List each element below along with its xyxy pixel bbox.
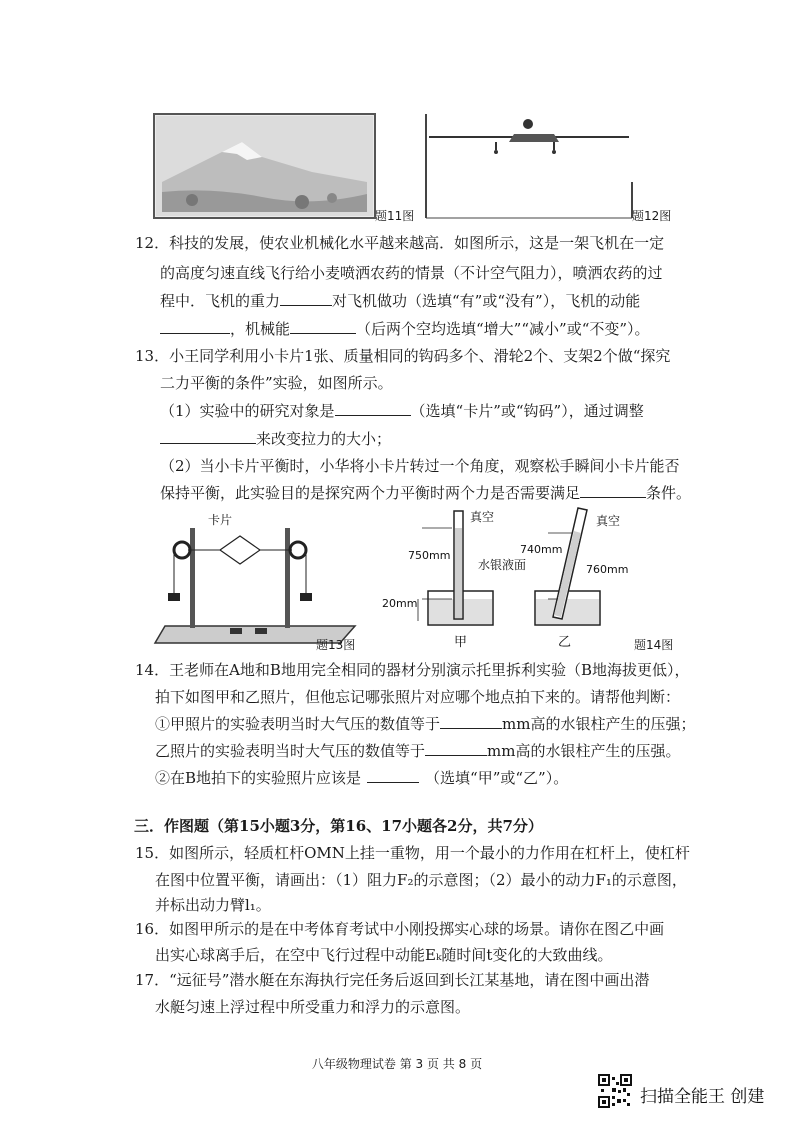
figure-14-torricelli-experiment — [382, 503, 640, 650]
figure-12-plane-drawing — [424, 112, 634, 220]
q17-line-1: 17．“远征号”潜水艇在东海执行完任务后返回到长江某基地，请在图中画出潜 — [135, 971, 650, 989]
q14-line-2: 拍下如图甲和乙照片，但他忘记哪张照片对应哪个地点拍下来的。请帮他判断： — [155, 688, 681, 706]
q14-blank-yi-height[interactable] — [425, 737, 487, 756]
q13-line-6-b: 条件。 — [646, 484, 692, 502]
section-3-heading: 三．作图题（第15小题3分，第16、17小题各2分，共7分） — [134, 817, 543, 835]
figure-12-caption: 题12图 — [632, 209, 672, 223]
q12-blank-mechanical-energy[interactable] — [290, 315, 356, 334]
q15-line-3: 并标出动力臂l₁。 — [155, 896, 271, 914]
q17-line-2: 水艇匀速上浮过程中所受重力和浮力的示意图。 — [155, 998, 471, 1016]
q12-line-4 — [160, 314, 650, 344]
figure-14-h750: 750mm — [408, 549, 451, 562]
q14-line-5 — [155, 763, 568, 793]
figure-14-caption: 题14图 — [634, 638, 674, 652]
figure-14-label-jia: 甲 — [454, 635, 468, 650]
figure-14-vacuum-b: 真空 — [596, 514, 621, 528]
q12-line-3-a: 程中．飞机的重力 — [160, 292, 281, 310]
q13-line-6-a: 保持平衡，此实验目的是探究两个力平衡时两个力是否需要满足 — [160, 484, 581, 502]
q14-line-5-a: ②在B地拍下的实验照片应该是 — [155, 769, 362, 787]
figure-11-caption: 题11图 — [375, 209, 415, 223]
figure-14-mercury-surface: 水银液面 — [478, 558, 527, 572]
figure-13-balance-apparatus — [150, 508, 375, 648]
q13-line-1: 13．小王同学利用小卡片1张、质量相同的钩码多个、滑轮2个、支架2个做“探究 — [135, 347, 671, 365]
figure-13-caption: 题13图 — [316, 638, 356, 652]
q16-line-2: 出实心球离手后，在空中飞行过程中动能Eₖ随时间t变化的大致曲线。 — [155, 946, 613, 964]
q12-line-3 — [160, 286, 640, 316]
q13-line-4-text: 来改变拉力的大小； — [256, 430, 392, 448]
q14-line-4 — [155, 736, 680, 766]
q13-line-3 — [160, 396, 644, 426]
q13-blank-research-object[interactable] — [335, 397, 411, 416]
q15-line-2: 在图中位置平衡，请画出：（1）阻力F₂的示意图；（2）最小的动力F₁的示意图， — [155, 871, 687, 889]
q13-blank-condition[interactable] — [580, 479, 646, 498]
q14-line-4-b: mm高的水银柱产生的压强。 — [487, 742, 681, 760]
q14-line-5-b: （选填“甲”或“乙”）。 — [425, 769, 569, 787]
page-footer: 八年级物理试卷 第 3 页 共 8 页 — [311, 1057, 483, 1071]
q12-line-2: 的高度匀速直线飞行给小麦喷洒农药的情景（不计空气阻力），喷洒农药的过 — [160, 264, 663, 282]
q13-blank-adjust[interactable] — [160, 425, 256, 444]
qr-code-icon — [598, 1074, 632, 1108]
q14-line-3-b: mm高的水银柱产生的压强； — [502, 715, 696, 733]
q14-line-1: 14．王老师在A地和B地用完全相同的器材分别演示托里拆利实验（B地海拔更低）， — [135, 661, 690, 679]
q14-line-3 — [155, 709, 695, 739]
q13-line-5: （2）当小卡片平衡时，小华将小卡片转过一个角度，观察松手瞬间小卡片能否 — [160, 457, 680, 475]
q13-line-4 — [160, 424, 391, 454]
figure-14-label-yi: 乙 — [558, 635, 572, 650]
q12-line-4-b: （后两个空均选填“增大”“减小”或“不变”）。 — [356, 320, 650, 338]
q12-line-1: 12．科技的发展，使农业机械化水平越来越高．如图所示，这是一架飞机在一定 — [135, 234, 665, 252]
figure-13-card-label: 卡片 — [208, 513, 233, 527]
figure-11-mountain-photo — [152, 112, 377, 220]
q14-blank-photo-b[interactable] — [367, 764, 419, 783]
q13-line-3-a: （1）实验中的研究对象是 — [160, 402, 335, 420]
figure-14-h740: 740mm — [520, 543, 563, 556]
q12-blank-kinetic-energy[interactable] — [160, 315, 230, 334]
q14-line-4-a: 乙照片的实验表明当时大气压的数值等于 — [155, 742, 426, 760]
scanner-watermark: 扫描全能王 创建 — [640, 1087, 765, 1107]
figure-14-vacuum-a: 真空 — [470, 510, 495, 524]
q12-line-4-a: ，机械能 — [230, 320, 291, 338]
q14-blank-jia-height[interactable] — [440, 710, 502, 729]
q14-line-3-a: ①甲照片的实验表明当时大气压的数值等于 — [155, 715, 441, 733]
q12-blank-gravity-work[interactable] — [280, 287, 332, 306]
q12-line-3-b: 对飞机做功（选填“有”或“没有”），飞机的动能 — [332, 292, 641, 310]
figure-14-h20: 20mm — [382, 597, 418, 610]
q16-line-1: 16．如图甲所示的是在中考体育考试中小刚投掷实心球的场景。请你在图乙中画 — [135, 920, 665, 938]
q13-line-3-b: （选填“卡片”或“钩码”），通过调整 — [410, 402, 644, 420]
q15-line-1: 15．如图所示，轻质杠杆OMN上挂一重物，用一个最小的力作用在杠杆上，使杠杆 — [135, 844, 690, 862]
q13-line-2: 二力平衡的条件”实验，如图所示。 — [160, 374, 393, 392]
figure-14-h760: 760mm — [586, 563, 629, 576]
